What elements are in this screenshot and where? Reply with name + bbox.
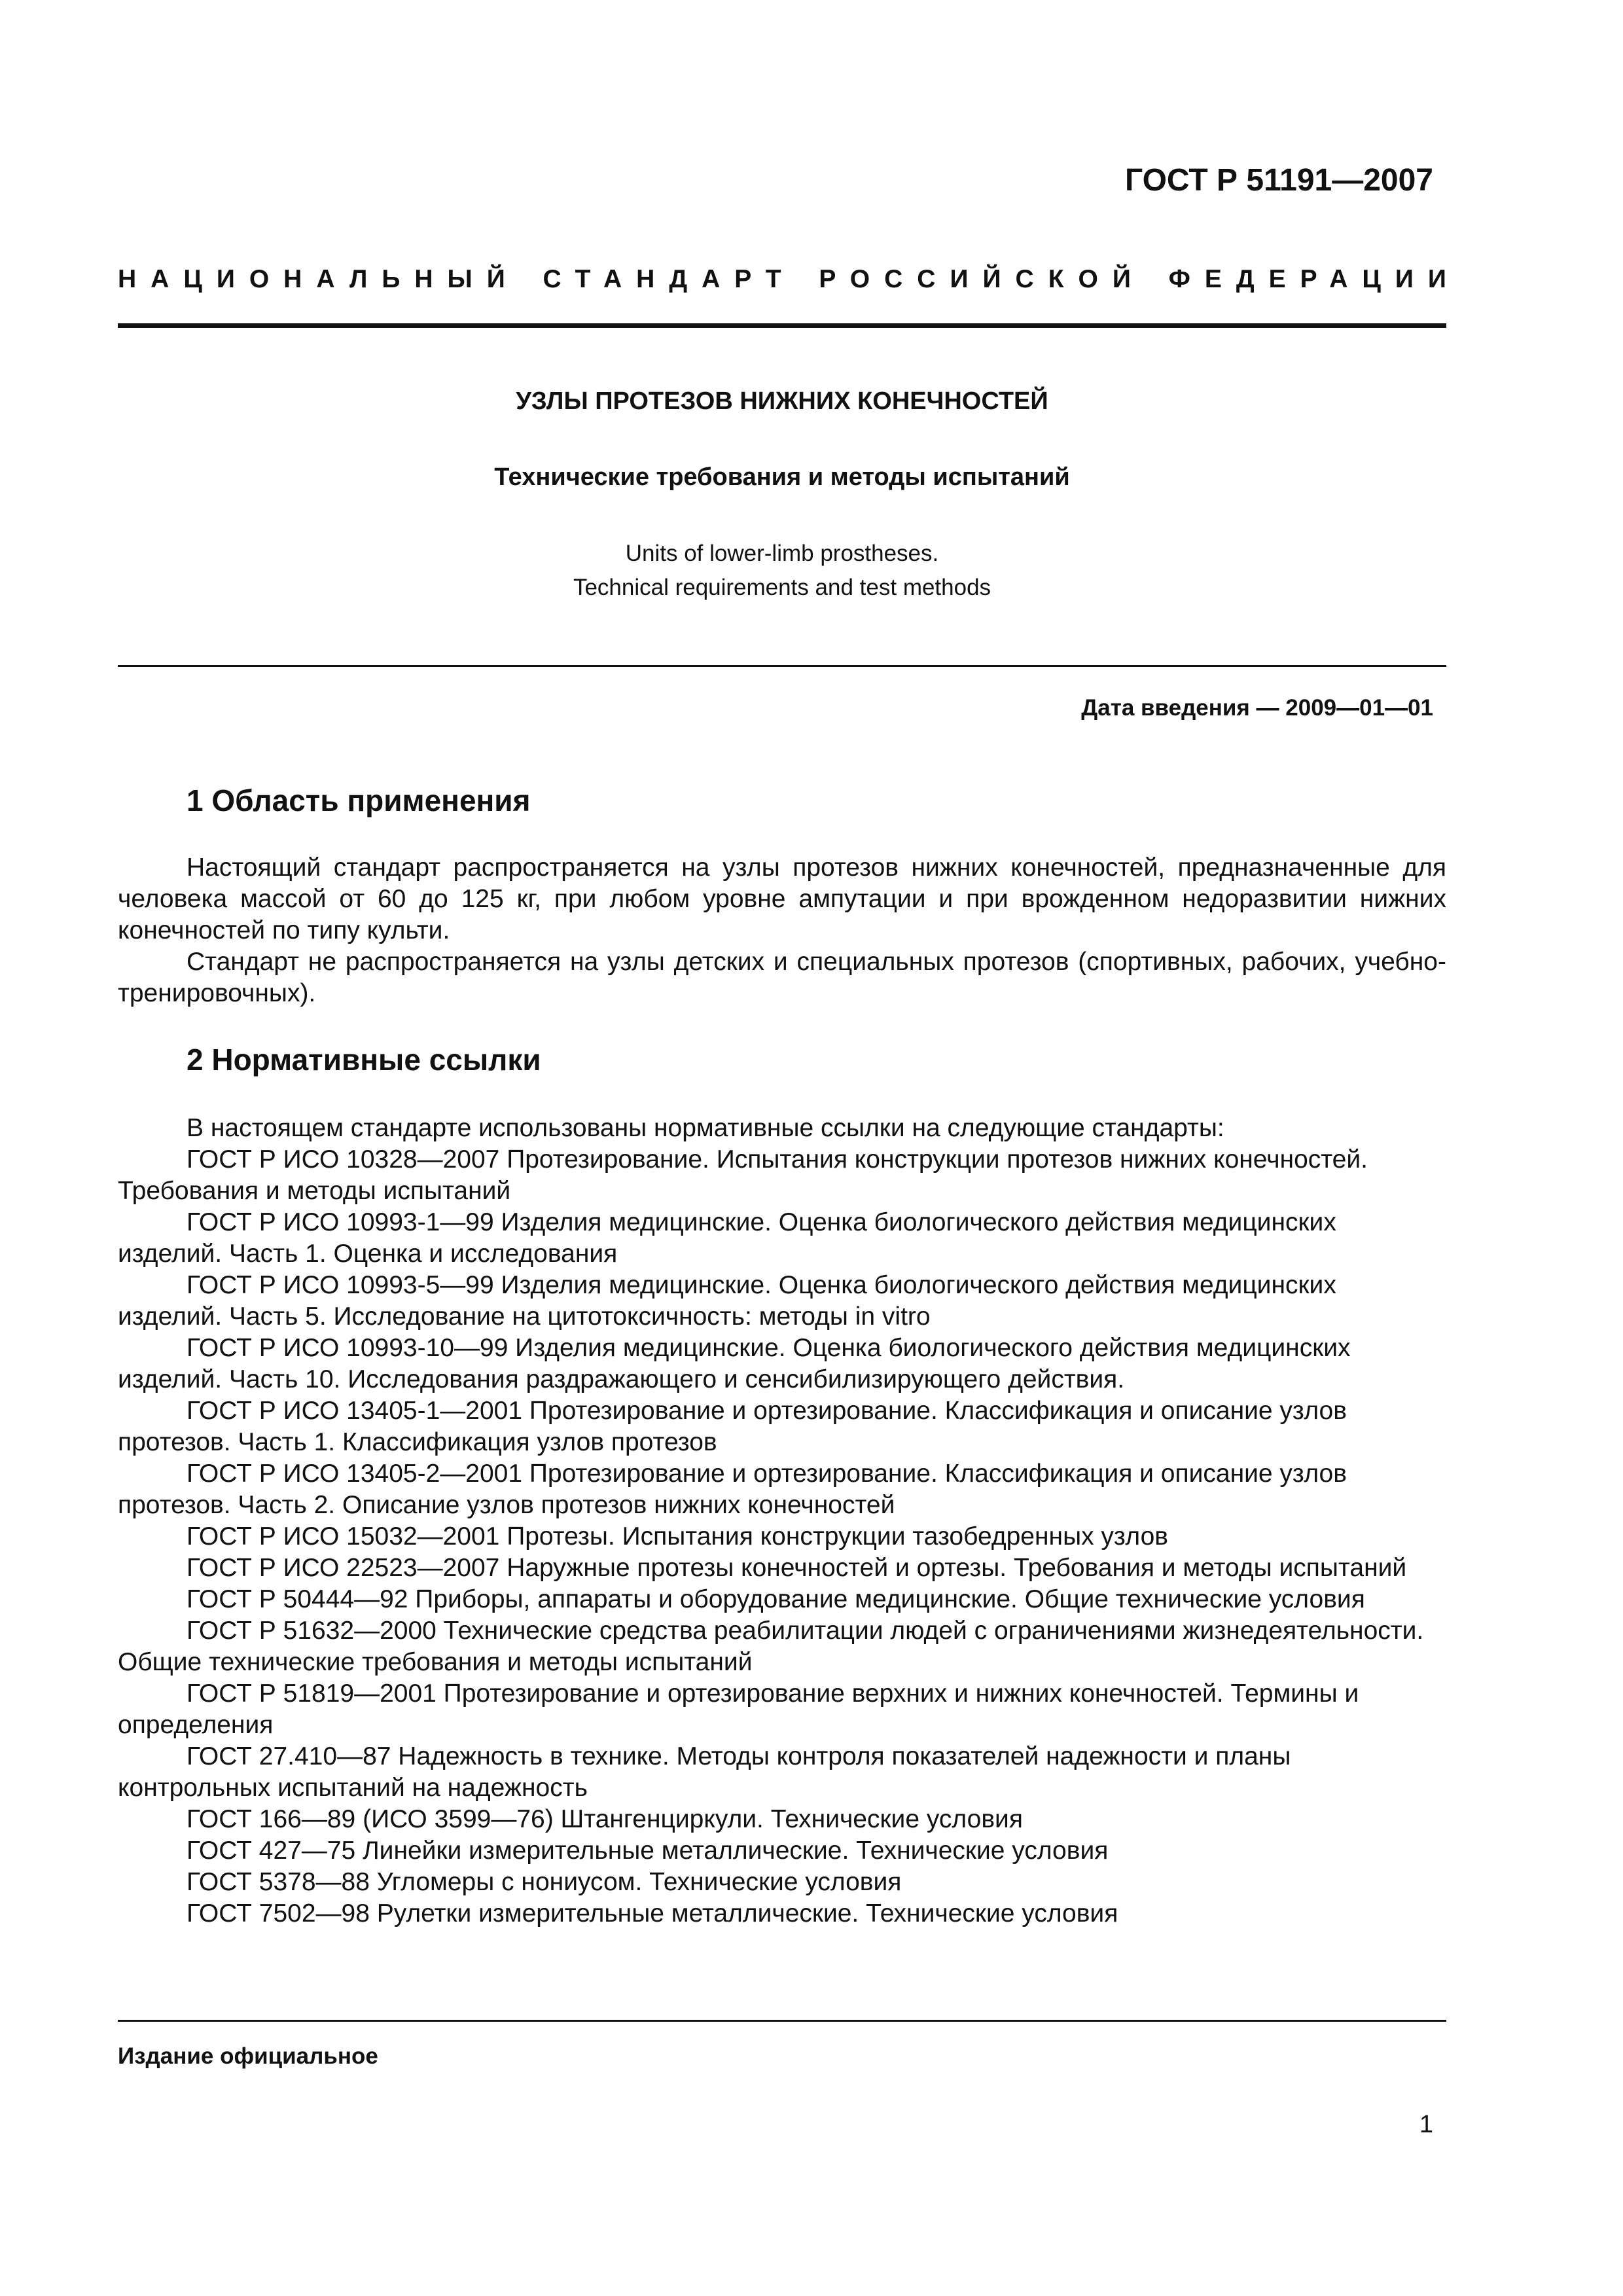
banner-word: СТАНДАРТ <box>543 265 796 293</box>
section-2-heading: 2 Нормативные ссылки <box>187 1043 541 1077</box>
reference-item: ГОСТ Р 51632—2000 Технические средства реабилитации людей с ограничениями жизнедеятельности. Общие технические требования и методы испытаний <box>118 1617 1424 1676</box>
reference-item: ГОСТ Р ИСО 13405-1—2001 Протезирование и ортезирование. Классификация и описание узлов протезов. Часть 1. Классификация узлов протезов <box>118 1397 1347 1456</box>
section-2-body <box>118 1113 1446 1929</box>
reference-item: ГОСТ Р ИСО 22523—2007 Наружные протезы конечностей и ортезы. Требования и методы испытаний <box>187 1554 1407 1582</box>
footer-divider <box>118 2020 1446 2022</box>
banner-word: ФЕДЕРАЦИИ <box>1168 265 1461 293</box>
national-standard-banner <box>118 265 1461 294</box>
reference-item: ГОСТ Р ИСО 10993-1—99 Изделия медицинские. Оценка биологического действия медицинских изделий. Часть 1. Оценка и исследования <box>118 1208 1336 1268</box>
title-divider <box>118 665 1446 667</box>
reference-item: ГОСТ 5378—88 Угломеры с нониусом. Технические условия <box>187 1868 902 1896</box>
reference-item: ГОСТ 427—75 Линейки измерительные металлические. Технические условия <box>187 1837 1109 1865</box>
section-1-heading: 1 Область применения <box>187 783 531 817</box>
reference-item: ГОСТ Р ИСО 10328—2007 Протезирование. Испытания конструкции протезов нижних конечностей. Требования и методы испытаний <box>118 1145 1368 1205</box>
english-title-line: Units of lower-limb prostheses. <box>625 541 939 566</box>
document-title: УЗЛЫ ПРОТЕЗОВ НИЖНИХ КОНЕЧНОСТЕЙ <box>516 387 1048 415</box>
introduction-date: Дата введения — 2009—01—01 <box>1081 695 1433 721</box>
document-code: ГОСТ Р 51191—2007 <box>1125 163 1433 198</box>
reference-item: ГОСТ Р ИСО 10993-10—99 Изделия медицинские. Оценка биологического действия медицинских изделий. Часть 10. Исследования раздражающего и сенсибилизирующего действия. <box>118 1334 1351 1393</box>
reference-item: ГОСТ Р ИСО 13405-2—2001 Протезирование и ортезирование. Классификация и описание узлов протезов. Часть 2. Описание узлов протезов нижних конечностей <box>118 1460 1347 1519</box>
banner-word: РОССИЙСКОЙ <box>819 265 1145 293</box>
english-title <box>118 537 1446 605</box>
banner-word: НАЦИОНАЛЬНЫЙ <box>118 265 520 293</box>
reference-item: ГОСТ Р ИСО 15032—2001 Протезы. Испытания конструкции тазобедренных узлов <box>187 1522 1168 1551</box>
english-title-line: Technical requirements and test methods <box>573 575 991 600</box>
reference-item: ГОСТ Р 50444—92 Приборы, аппараты и оборудование медицинские. Общие технические условия <box>187 1585 1365 1613</box>
reference-item: ГОСТ Р ИСО 10993-5—99 Изделия медицинские. Оценка биологического действия медицинских изделий. Часть 5. Исследование на цитотоксичность: методы in vitro <box>118 1271 1336 1331</box>
reference-item: ГОСТ 27.410—87 Надежность в технике. Методы контроля показателей надежности и планы контрольных испытаний на надежность <box>118 1742 1291 1802</box>
reference-item: ГОСТ 7502—98 Рулетки измерительные металлические. Технические условия <box>187 1899 1118 1928</box>
reference-item: ГОСТ 166—89 (ИСО 3599—76) Штангенциркули. Технические условия <box>187 1805 1023 1833</box>
page-number: 1 <box>1419 2111 1433 2138</box>
header-divider <box>118 323 1446 328</box>
paragraph: Настоящий стандарт распространяется на узлы протезов нижних конечностей, предназначенные для человека массой от 60 до 125 кг, при любом уровне ампутации и при врожденном недоразвитии нижних конечностей по типу культи. <box>118 853 1446 944</box>
official-edition-label: Издание официальное <box>118 2043 378 2069</box>
document-subtitle: Технические требования и методы испытаний <box>494 463 1070 491</box>
reference-item: ГОСТ Р 51819—2001 Протезирование и ортезирование верхних и нижних конечностей. Термины и определения <box>118 1679 1359 1739</box>
section-1-body <box>118 852 1446 1009</box>
paragraph: В настоящем стандарте использованы нормативные ссылки на следующие стандарты: <box>187 1114 1224 1142</box>
paragraph: Стандарт не распространяется на узлы детских и специальных протезов (спортивных, рабочих, учебно-тренировочных). <box>118 948 1446 1007</box>
